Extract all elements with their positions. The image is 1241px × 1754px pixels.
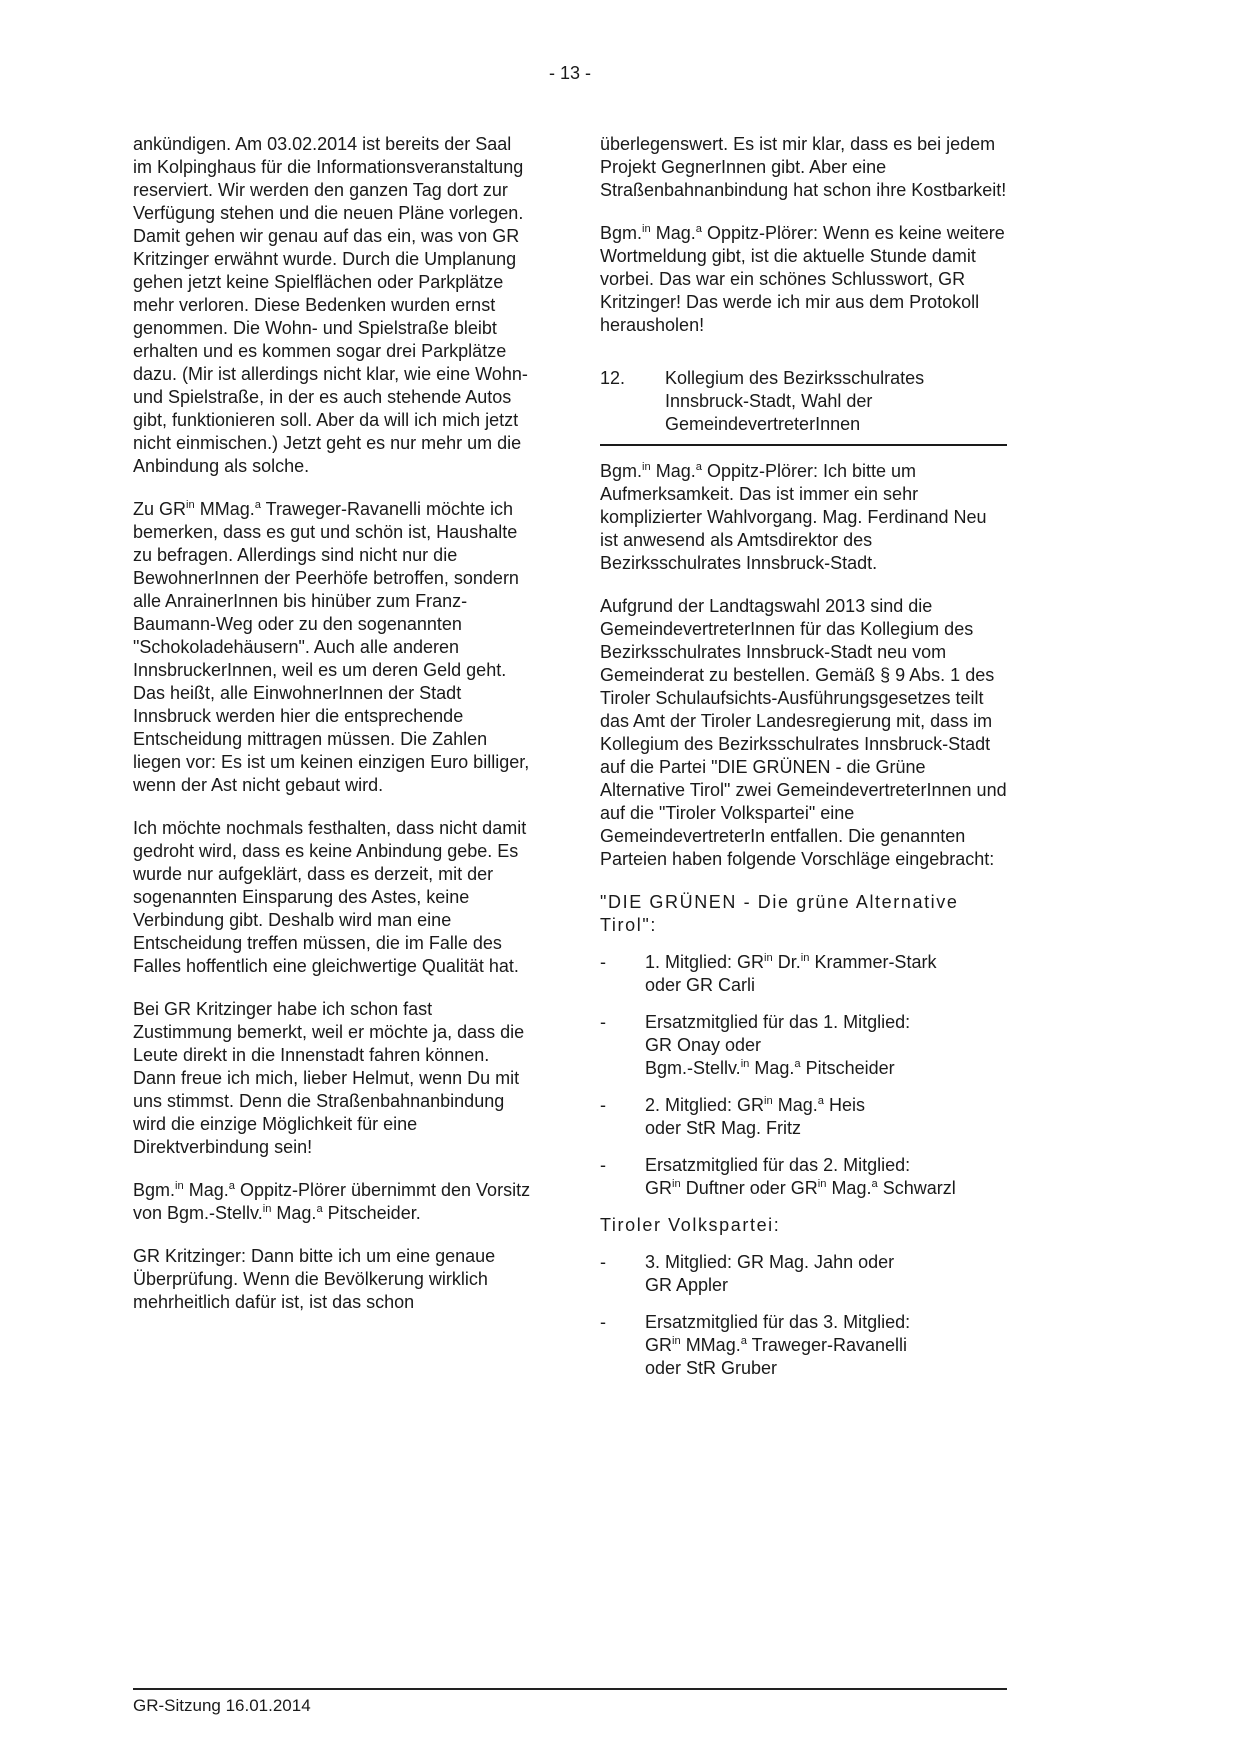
agenda-item-12 [600,367,1007,446]
list-item-text: Ersatzmitglied für das 2. Mitglied: $GR^{in}$ Duftner oder $GR^{in}$ Mag.$^a$ Schwarzl [645,1155,956,1198]
section-title: Kollegium des Bezirksschulrates Innsbruck-Stadt, Wahl der GemeindevertreterInnen [665,368,925,434]
party-heading-volkspartei: Tiroler Volkspartei: [600,1215,781,1235]
section-heading [600,367,1007,436]
paragraph: Bei GR Kritzinger habe ich schon fast Zustimmung bemerkt, weil er möchte ja, dass die Leute direkt in die Innenstadt fahren können. Dann freue ich mich, lieber Helmut, wenn Du mit uns stimmst. Denn die Straßenbahnanbindung wird die einzige Möglichkeit für eine Direktverbindung sein! [133,999,525,1157]
right-column [600,133,1007,1394]
section-number: 12. [600,368,626,388]
list-item [600,1311,1007,1380]
left-column [133,133,531,1394]
bullet: - [600,1252,606,1272]
paragraph-speaker-kritzinger: GR Kritzinger: Dann bitte ich um eine genaue Überprüfung. Wenn die Bevölkerung wirklich mehrheitlich dafür ist, ist das schon [133,1246,496,1312]
page-footer [133,1688,1007,1717]
list-item [600,1154,1007,1200]
paragraph: Aufgrund der Landtagswahl 2013 sind die GemeindevertreterInnen für das Kollegium des Bezirksschulrates Innsbruck-Stadt neu vom Gemeinderat zu bestellen. Gemäß § 9 Abs. 1 des Tiroler Schulaufsichts-Ausführungsgesetzes teilt das Amt der Tiroler Landesregierung mit, dass im Kollegium des Bezirksschulrates Innsbruck-Stadt auf die Partei "DIE GRÜNEN - die Grüne Alternative Tirol" zwei GemeindevertreterInnen und auf die "Tiroler Volkspartei" eine GemeindevertreterIn entfallen. Die genannten Parteien haben folgende Vorschläge eingebracht: [600,596,1007,869]
list-item [600,1094,1007,1140]
paragraph: Bgm.$^{in}$ Mag.$^a$ Oppitz-Plörer: Wenn es keine weitere Wortmeldung gibt, ist die aktuelle Stunde damit vorbei. Das war ein schönes Schlusswort, GR Kritzinger! Das werde ich mir aus dem Protokoll herausholen! [600,223,1005,335]
list-item-text: Ersatzmitglied für das 1. Mitglied: GR Onay oder Bgm.-Stellv.$^{in}$ Mag.$^a$ Pitscheider [645,1012,911,1078]
party-heading-gruene: "DIE GRÜNEN - Die grüne Alternative Tirol": [600,892,959,935]
list-item [600,1011,1007,1080]
content-columns [133,133,1007,1394]
paragraph-chair-handover: Bgm.$^{in}$ Mag.$^a$ Oppitz-Plörer übernimmt den Vorsitz von Bgm.-Stellv.$^{in}$ Mag.$^a$ Pitscheider. [133,1180,531,1223]
list-item-text: 1. Mitglied: $GR^{in}$ Dr.$^{in}$ Krammer-Stark oder GR Carli [645,952,937,995]
list-item [600,1251,1007,1297]
page-number: - 13 - [548,63,591,83]
paragraph: überlegenswert. Es ist mir klar, dass es bei jedem Projekt GegnerInnen gibt. Aber eine Straßenbahnanbindung hat schon ihre Kostbarkeit! [600,134,1007,200]
bullet: - [600,1012,606,1032]
list-item-text: 3. Mitglied: GR Mag. Jahn oder GR Appler [645,1252,895,1295]
bullet: - [600,1095,606,1115]
bullet: - [600,952,606,972]
paragraph: ankündigen. Am 03.02.2014 ist bereits der Saal im Kolpinghaus für die Informationsveranstaltung reserviert. Wir werden den ganzen Tag dort zur Verfügung stehen und die neuen Pläne vorlegen. Damit gehen wir genau auf das ein, was von GR Kritzinger erwähnt wurde. Durch die Umplanung gehen jetzt keine Spielflächen oder Parkplätze mehr verloren. Diese Bedenken wurden ernst genommen. Die Wohn- und Spielstraße bleibt erhalten und es kommen sogar drei Parkplätze dazu. (Mir ist allerdings nicht klar, wie eine Wohn- und Spielstraße, in der es auch stehende Autos gibt, funktionieren soll. Aber da will ich mich jetzt nicht einmischen.) Jetzt geht es nur mehr um die Anbindung als solche. [133,134,528,476]
list-item-text: Ersatzmitglied für das 3. Mitglied: $GR^{in}$ MMag.$^a$ Traweger-Ravanelli oder StR Gruber [645,1312,911,1378]
bullet: - [600,1155,606,1175]
paragraph: Zu $GR^{in}$ MMag.$^a$ Traweger-Ravanelli möchte ich bemerken, dass es gut und schön ist, Haushalte zu befragen. Allerdings sind nicht nur die BewohnerInnen der Peerhöfe betroffen, sondern alle AnrainerInnen bis hinüber zum Franz-Baumann-Weg oder zu den sogenannten "Schokoladehäusern". Auch alle anderen InnsbruckerInnen, weil es um deren Geld geht. Das heißt, alle EinwohnerInnen der Stadt Innsbruck werden hier die entsprechende Entscheidung mittragen müssen. Die Zahlen liegen vor: Es ist um keinen einzigen Euro billiger, wenn der Ast nicht gebaut wird. [133,499,530,795]
bullet: - [600,1312,606,1332]
volkspartei-candidate-list [600,1251,1007,1380]
paragraph: Bgm.$^{in}$ Mag.$^a$ Oppitz-Plörer: Ich bitte um Aufmerksamkeit. Das ist immer ein sehr komplizierter Wahlvorgang. Mag. Ferdinand Neu ist anwesend als Amtsdirektor des Bezirksschulrates Innsbruck-Stadt. [600,461,987,573]
footer-label: GR-Sitzung 16.01.2014 [133,1696,311,1715]
list-item-text: 2. Mitglied: $GR^{in}$ Mag.$^a$ Heis oder StR Mag. Fritz [645,1095,865,1138]
paragraph: Ich möchte nochmals festhalten, dass nicht damit gedroht wird, dass es keine Anbindung gebe. Es wurde nur aufgeklärt, dass es derzeit, mit der sogenannten Einsparung des Astes, keine Verbindung gibt. Deshalb wird man eine Entscheidung treffen müssen, die im Falle des Falles hoffentlich eine gleichwertige Qualität hat. [133,818,527,976]
gruene-candidate-list [600,951,1007,1200]
list-item [600,951,1007,997]
section-rule [600,444,1007,446]
